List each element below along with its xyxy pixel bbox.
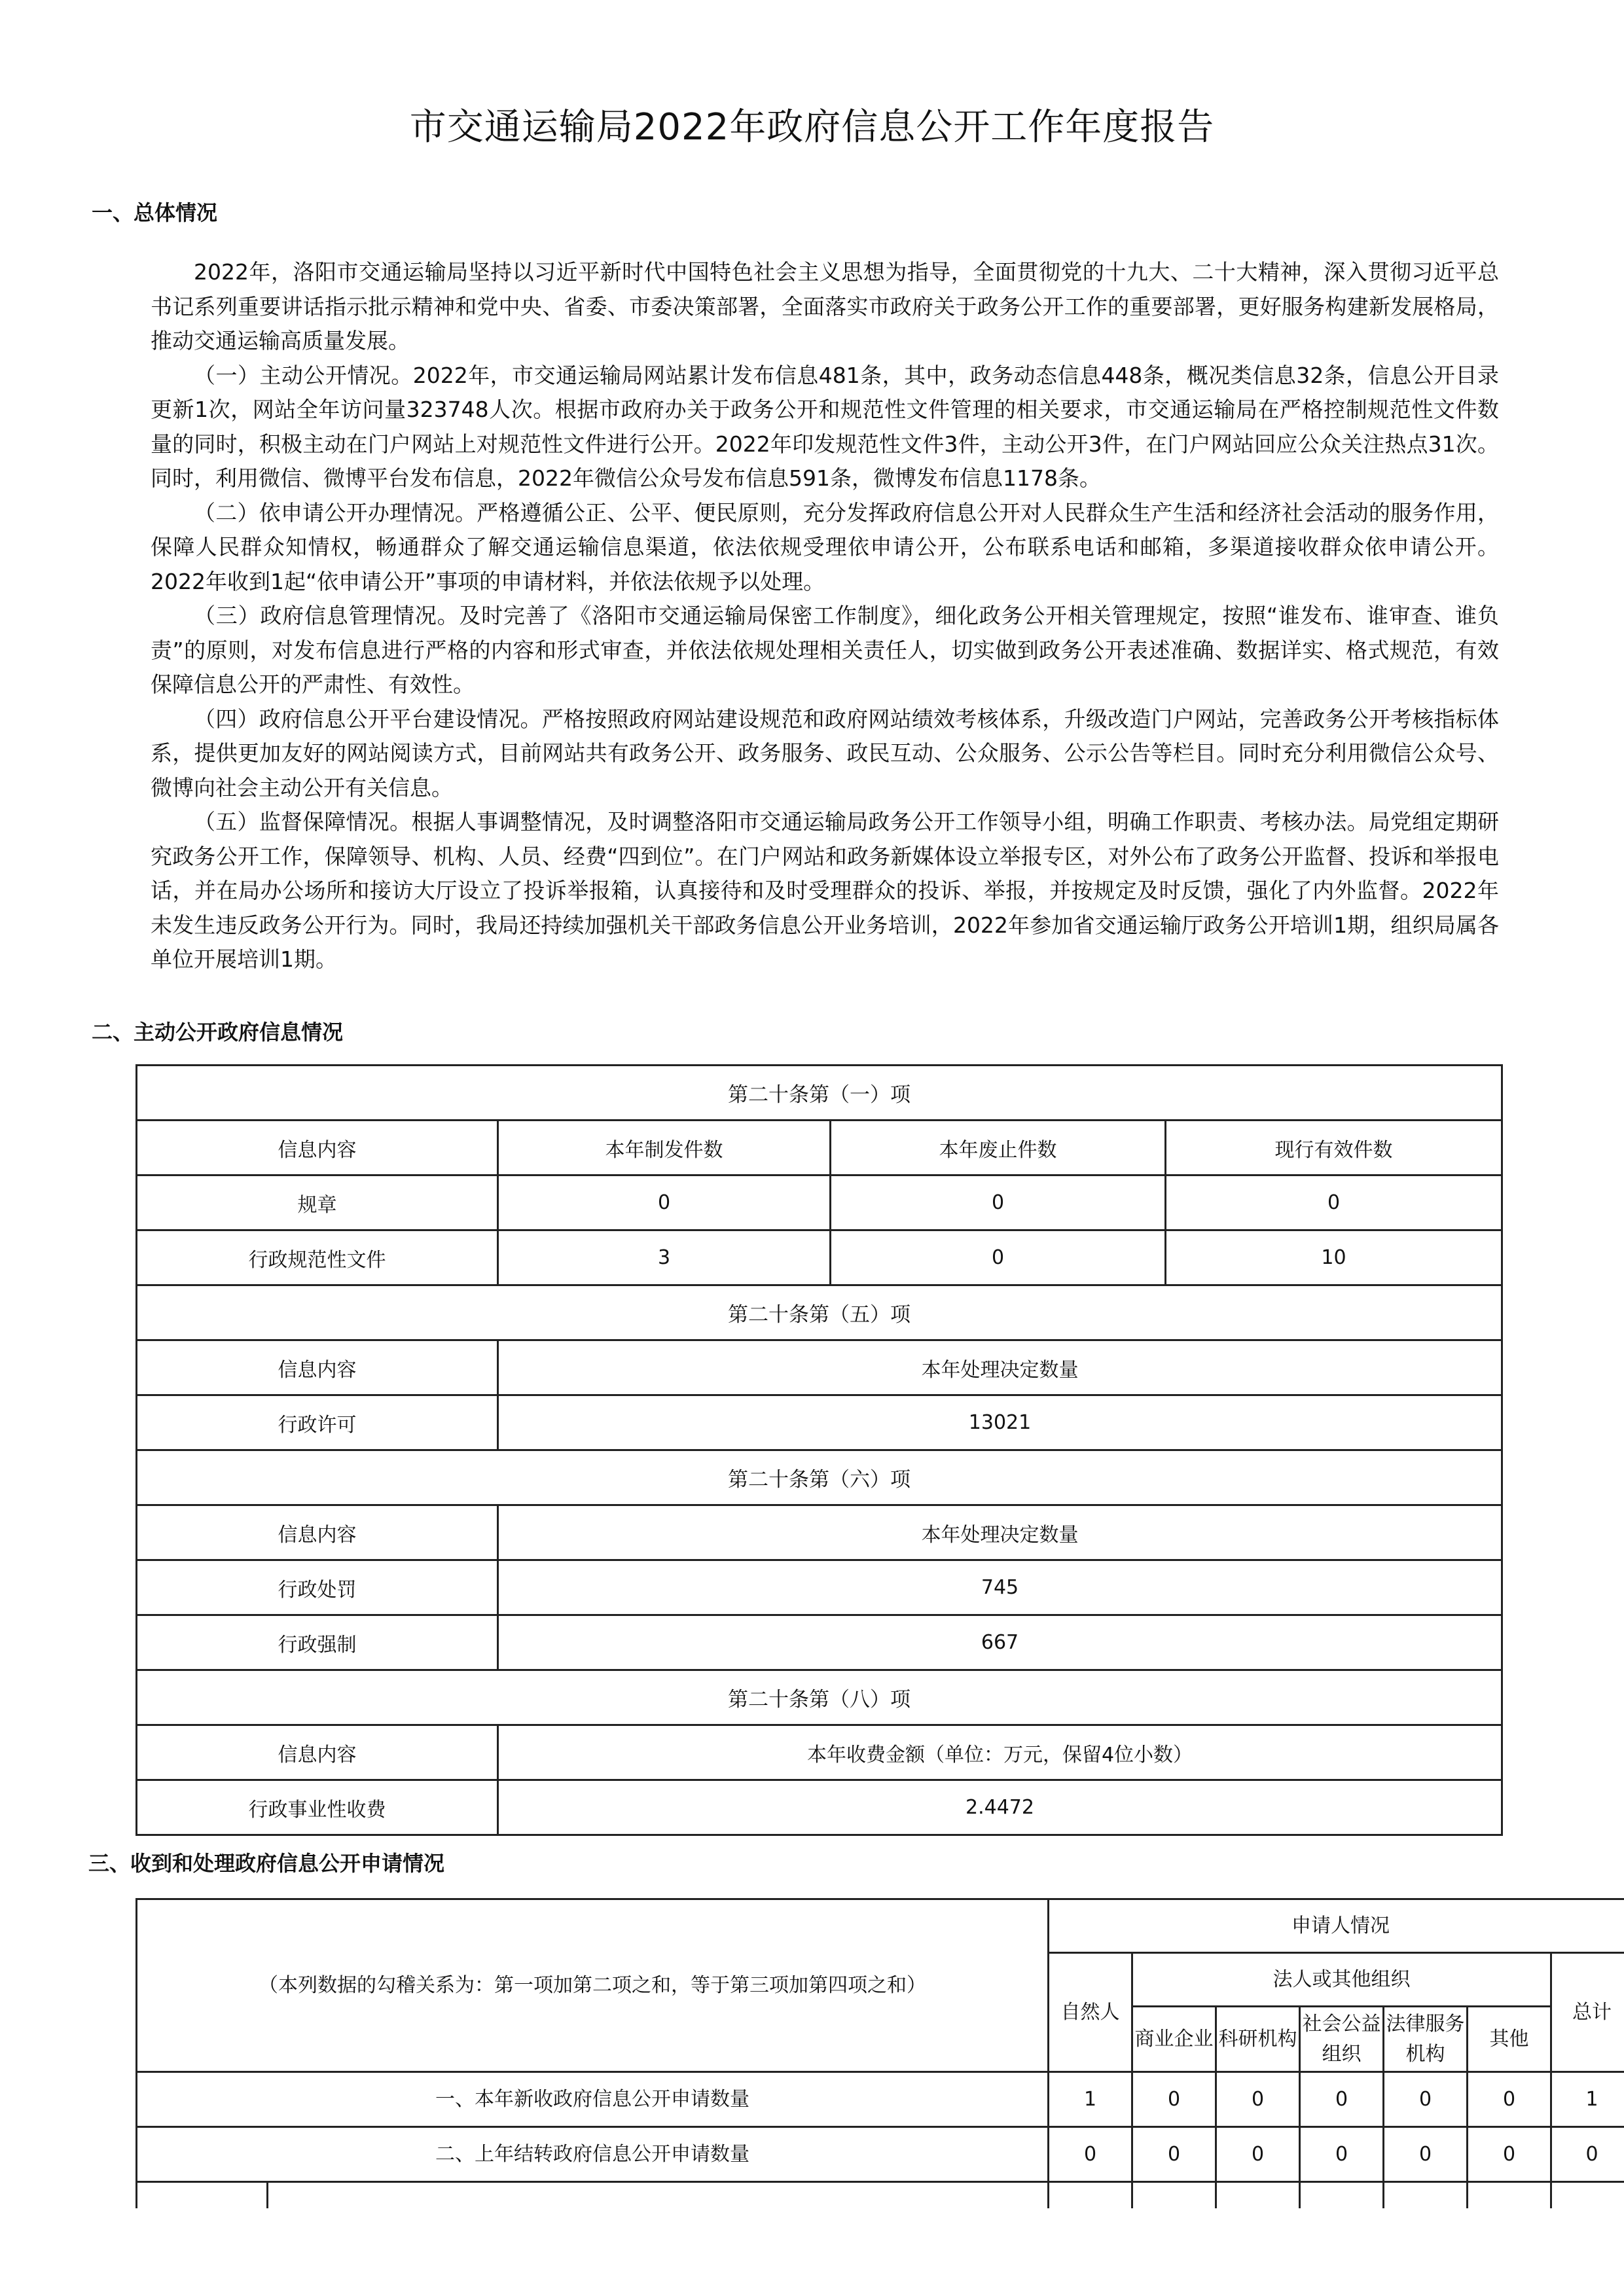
table-cell: 0 [1468, 2072, 1551, 2127]
paragraph-platform: （四）政府信息公开平台建设情况。严格按照政府网站建设规范和政府网站绩效考核体系，升级改造门户网站，完善政务公开考核指标体系，提供更加友好的网站阅读方式，目前网站共有政务公开、政务服务、政民互动、公众服务、公示公告等栏目。同时充分利用微信公众号、微博向社会主动公开有关信息。 [151, 706, 1499, 800]
table-row [137, 1899, 1624, 1953]
total-header: 总计 [1551, 1953, 1624, 2072]
table-header: 信息内容 [137, 1505, 498, 1560]
applicant-header: 申请人情况 [1049, 1899, 1624, 1953]
table-cell [1300, 2182, 1384, 2208]
table-cell: 行政许可 [137, 1395, 498, 1450]
active-disclosure-table [135, 1064, 1503, 1836]
table-cell: 行政处罚 [137, 1560, 498, 1615]
table-cell: 0 [831, 1230, 1166, 1285]
table-row [137, 1285, 1502, 1340]
legal-entity-header: 法人或其他组织 [1132, 1953, 1551, 2007]
table-row [137, 1066, 1502, 1121]
table-row [137, 1121, 1502, 1175]
org-header: 其他 [1468, 2007, 1551, 2072]
table-cell [1216, 2182, 1300, 2208]
article-1-title: 第二十条第（一）项 [137, 1066, 1502, 1121]
article-6-title: 第二十条第（六）项 [137, 1450, 1502, 1505]
table-row [137, 1725, 1502, 1780]
table-header: 本年制发件数 [498, 1121, 831, 1175]
paragraph-supervision: （五）监督保障情况。根据人事调整情况，及时调整洛阳市交通运输局政务公开工作领导小组，明确工作职责、考核办法。局党组定期研究政务公开工作，保障领导、机构、人员、经费“四到位”。在门户网站和政务新媒体设立举报专区，对外公布了政务公开监督、投诉和举报电话，并在局办公场所和接访大厅设立了投诉举报箱，认真接待和及时受理群众的投诉、举报，并按规定及时反馈，强化了内外监督。2022年未发生违反政务公开行为。同时，我局还持续加强机关干部政务信息公开业务培训，2022年参加省交通运输厅政务公开培训1期，组织局属各单位开展培训1期。 [151, 809, 1499, 972]
table-row [137, 2072, 1624, 2127]
natural-person-header: 自然人 [1049, 1953, 1132, 2072]
table-header: 信息内容 [137, 1121, 498, 1175]
table-row [137, 1670, 1502, 1725]
table-cell: 0 [1216, 2127, 1300, 2182]
table-cell: 13021 [498, 1395, 1502, 1450]
table-row-cutoff [137, 2182, 1624, 2208]
paragraph-info-management: （三）政府信息管理情况。及时完善了《洛阳市交通运输局保密工作制度》，细化政务公开相关管理规定，按照“谁发布、谁审查、谁负责”的原则，对发布信息进行严格的内容和形式审查，并依法依规处理相关责任人，切实做到政务公开表述准确、数据详实、格式规范，有效保障信息公开的严肃性、有效性。 [151, 603, 1499, 697]
table-cell [1049, 2182, 1132, 2208]
table-cell: 0 [498, 1175, 831, 1230]
table-cell: 行政规范性文件 [137, 1230, 498, 1285]
table-cell: 0 [1132, 2127, 1216, 2182]
org-header: 科研机构 [1216, 2007, 1300, 2072]
paragraph-intro: 2022年，洛阳市交通运输局坚持以习近平新时代中国特色社会主义思想为指导，全面贯彻党的十九大、二十大精神，深入贯彻习近平总书记系列重要讲话指示批示精神和党中央、省委、市委决策部署，全面落实市政府关于政务公开工作的重要部署，更好服务构建新发展格局，推动交通运输高质量发展。 [151, 259, 1499, 353]
table-cell [268, 2182, 1049, 2208]
article-8-title: 第二十条第（八）项 [137, 1670, 1502, 1725]
consistency-note: （本列数据的勾稽关系为：第一项加第二项之和，等于第三项加第四项之和） [137, 1899, 1049, 2072]
table-cell: 745 [498, 1560, 1502, 1615]
table-cell: 0 [831, 1175, 1166, 1230]
table-header: 现行有效件数 [1166, 1121, 1502, 1175]
table-row [137, 1395, 1502, 1450]
table-header: 信息内容 [137, 1340, 498, 1395]
article-5-title: 第二十条第（五）项 [137, 1285, 1502, 1340]
table-row [137, 1505, 1502, 1560]
org-header: 法律服务机构 [1384, 2007, 1468, 2072]
table-cell: 667 [498, 1615, 1502, 1670]
table-row [137, 1560, 1502, 1615]
section1-body [151, 255, 1499, 977]
table-cell: 1 [1551, 2072, 1624, 2127]
table-cell [137, 2182, 268, 2208]
table-cell [1468, 2182, 1551, 2208]
paragraph-request-disclosure: （二）依申请公开办理情况。严格遵循公正、公平、便民原则，充分发挥政府信息公开对人民群众生产生活和经济社会活动的服务作用，保障人民群众知情权，畅通群众了解交通运输信息渠道，依法依规受理依申请公开，公布联系电话和邮箱，多渠道接收群众依申请公开。2022年收到1起“依申请公开”事项的申请材料，并依法依规予以处理。 [151, 499, 1499, 594]
table-cell: 0 [1166, 1175, 1502, 1230]
table-header: 本年收费金额（单位：万元，保留4位小数） [498, 1725, 1502, 1780]
table-cell: 1 [1049, 2072, 1132, 2127]
table-cell: 2.4472 [498, 1780, 1502, 1835]
row-label: 二、上年结转政府信息公开申请数量 [137, 2127, 1049, 2182]
table-header: 本年处理决定数量 [498, 1505, 1502, 1560]
table-cell: 0 [1384, 2072, 1468, 2127]
table-row [137, 1340, 1502, 1395]
table-cell: 0 [1300, 2127, 1384, 2182]
table-cell: 0 [1384, 2127, 1468, 2182]
table-cell: 3 [498, 1230, 831, 1285]
table-row [137, 1450, 1502, 1505]
row-label: 一、本年新收政府信息公开申请数量 [137, 2072, 1049, 2127]
table-row [137, 1230, 1502, 1285]
table-row [137, 2127, 1624, 2182]
org-header: 商业企业 [1132, 2007, 1216, 2072]
org-header: 社会公益组织 [1300, 2007, 1384, 2072]
table-cell: 行政事业性收费 [137, 1780, 498, 1835]
table-cell: 规章 [137, 1175, 498, 1230]
table-cell: 0 [1049, 2127, 1132, 2182]
paragraph-active-disclosure: （一）主动公开情况。2022年，市交通运输局网站累计发布信息481条，其中，政务动态信息448条，概况类信息32条，信息公开目录更新1次，网站全年访问量323748人次。根据市政府办关于政务公开和规范性文件管理的相关要求，市交通运输局在严格控制规范性文件数量的同时，积极主动在门户网站上对规范性文件进行公开。2022年印发规范性文件3件，主动公开3件，在门户网站回应公众关注热点31次。同时，利用微信、微博平台发布信息，2022年微信公众号发布信息591条，微博发布信息1178条。 [151, 362, 1499, 491]
section1-heading: 一、总体情况 [92, 200, 218, 225]
table-cell [1384, 2182, 1468, 2208]
table-header: 本年废止件数 [831, 1121, 1166, 1175]
table-cell [1132, 2182, 1216, 2208]
table-cell: 0 [1132, 2072, 1216, 2127]
table-row [137, 1175, 1502, 1230]
table-cell: 10 [1166, 1230, 1502, 1285]
document-title: 市交通运输局2022年政府信息公开工作年度报告 [409, 106, 1215, 149]
section2-heading: 二、主动公开政府信息情况 [92, 1020, 344, 1045]
table-cell: 0 [1468, 2127, 1551, 2182]
application-table [135, 1898, 1624, 2208]
section3-heading: 三、收到和处理政府信息公开申请情况 [88, 1851, 445, 1876]
table-cell [1551, 2182, 1624, 2208]
table-cell: 行政强制 [137, 1615, 498, 1670]
table-cell: 0 [1551, 2127, 1624, 2182]
table-cell: 0 [1216, 2072, 1300, 2127]
table-header: 本年处理决定数量 [498, 1340, 1502, 1395]
table-header: 信息内容 [137, 1725, 498, 1780]
table-row [137, 1780, 1502, 1835]
table-cell: 0 [1300, 2072, 1384, 2127]
table-row [137, 1615, 1502, 1670]
